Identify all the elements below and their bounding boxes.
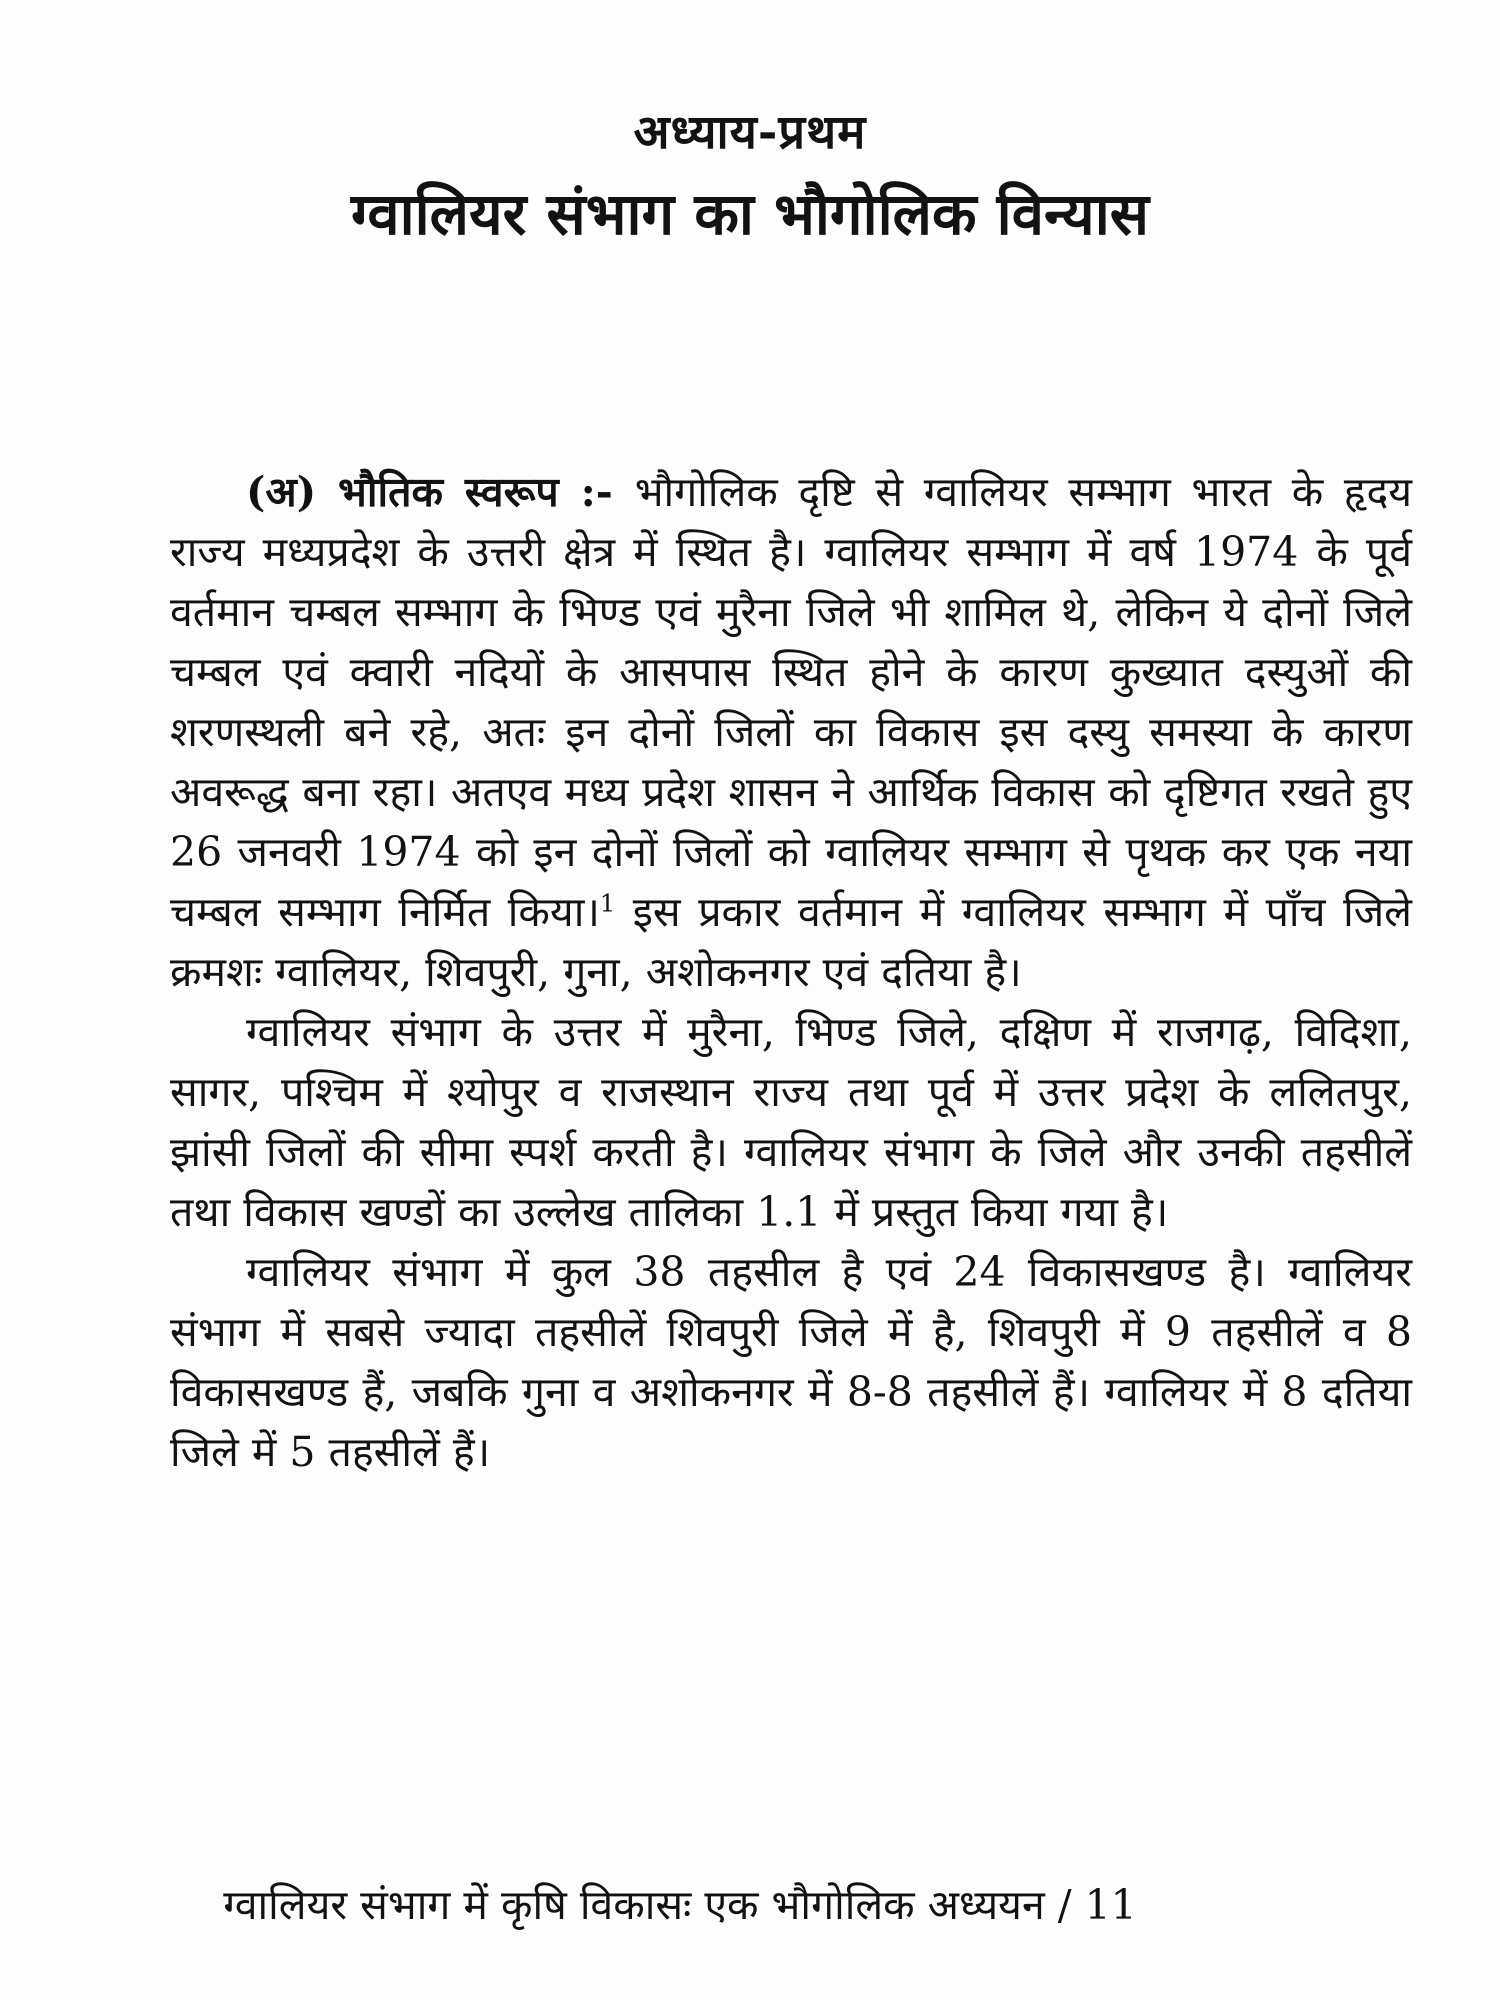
paragraph-borders [170, 1002, 1412, 1242]
page-title: ग्वालियर संभाग का भौगोलिक विन्यास [351, 180, 1149, 248]
paragraph-text: भौगोलिक दृष्टि से ग्वालियर सम्भाग भारत के हृदय राज्य मध्यप्रदेश के उत्तरी क्षेत्र में स्थित है। ग्वालियर सम्भाग में वर्ष 1974 के पूर्व वर्तमान चम्बल सम्भाग के भिण्ड एवं मुरैना जिले भी शामिल थे, लेकिन ये दोनों जिले चम्बल एवं क्वारी नदियों के आसपास स्थित होने के कारण कुख्यात दस्युओं की शरणस्थली बने रहे, अतः इन दोनों जिलों का विकास इस दस्यु समस्या के कारण अवरूद्ध बना रहा। अतएव मध्य प्रदेश शासन ने आर्थिक विकास को दृष्टिगत रखते हुए 26 जनवरी 1974 को इन दोनों जिलों को ग्वालियर सम्भाग से पृथक कर एक नया चम्बल सम्भाग निर्मित किया। [170, 468, 1412, 936]
paragraph-text: ग्वालियर संभाग में कुल 38 तहसील है एवं 24 विकासखण्ड है। ग्वालियर संभाग में सबसे ज्यादा तहसीलें शिवपुरी जिले में है, शिवपुरी में 9 तहसीलें व 8 विकासखण्ड हैं, जबकि गुना व अशोकनगर में 8-8 तहसीलें हैं। ग्वालियर में 8 दतिया जिले में 5 तहसीलें हैं। [170, 1248, 1412, 1476]
paragraph-tehsil-counts [170, 1242, 1412, 1482]
page-number: 11 [1084, 1881, 1137, 1929]
paragraph-text-continued: इस प्रकार वर्तमान में ग्वालियर सम्भाग में पाँच जिले क्रमशः ग्वालियर, शिवपुरी, गुना, अशोकनगर एवं दतिया है। [170, 888, 1412, 996]
paragraph-physical-form [170, 462, 1412, 1002]
body-text-block [170, 462, 1412, 1482]
paragraph-text: ग्वालियर संभाग के उत्तर में मुरैना, भिण्ड जिले, दक्षिण में राजगढ़, विदिशा, सागर, पश्चिम में श्योपुर व राजस्थान राज्य तथा पूर्व में उत्तर प्रदेश के ललितपुर, झांसी जिलों की सीमा स्पर्श करती है। ग्वालियर संभाग के जिले और उनकी तहसीलें तथा विकास खण्डों का उल्लेख तालिका 1.1 में प्रस्तुत किया गया है। [170, 1008, 1412, 1236]
chapter-title: अध्याय-प्रथम [633, 105, 867, 160]
footnote-marker: 1 [599, 889, 616, 918]
footer-title: ग्वालियर संभाग में कृषि विकासः एक भौगोलिक अध्ययन / [223, 1881, 1072, 1929]
paragraph-lead-heading: (अ) भौतिक स्वरूप :- [246, 468, 613, 516]
running-footer [0, 1876, 1360, 1932]
